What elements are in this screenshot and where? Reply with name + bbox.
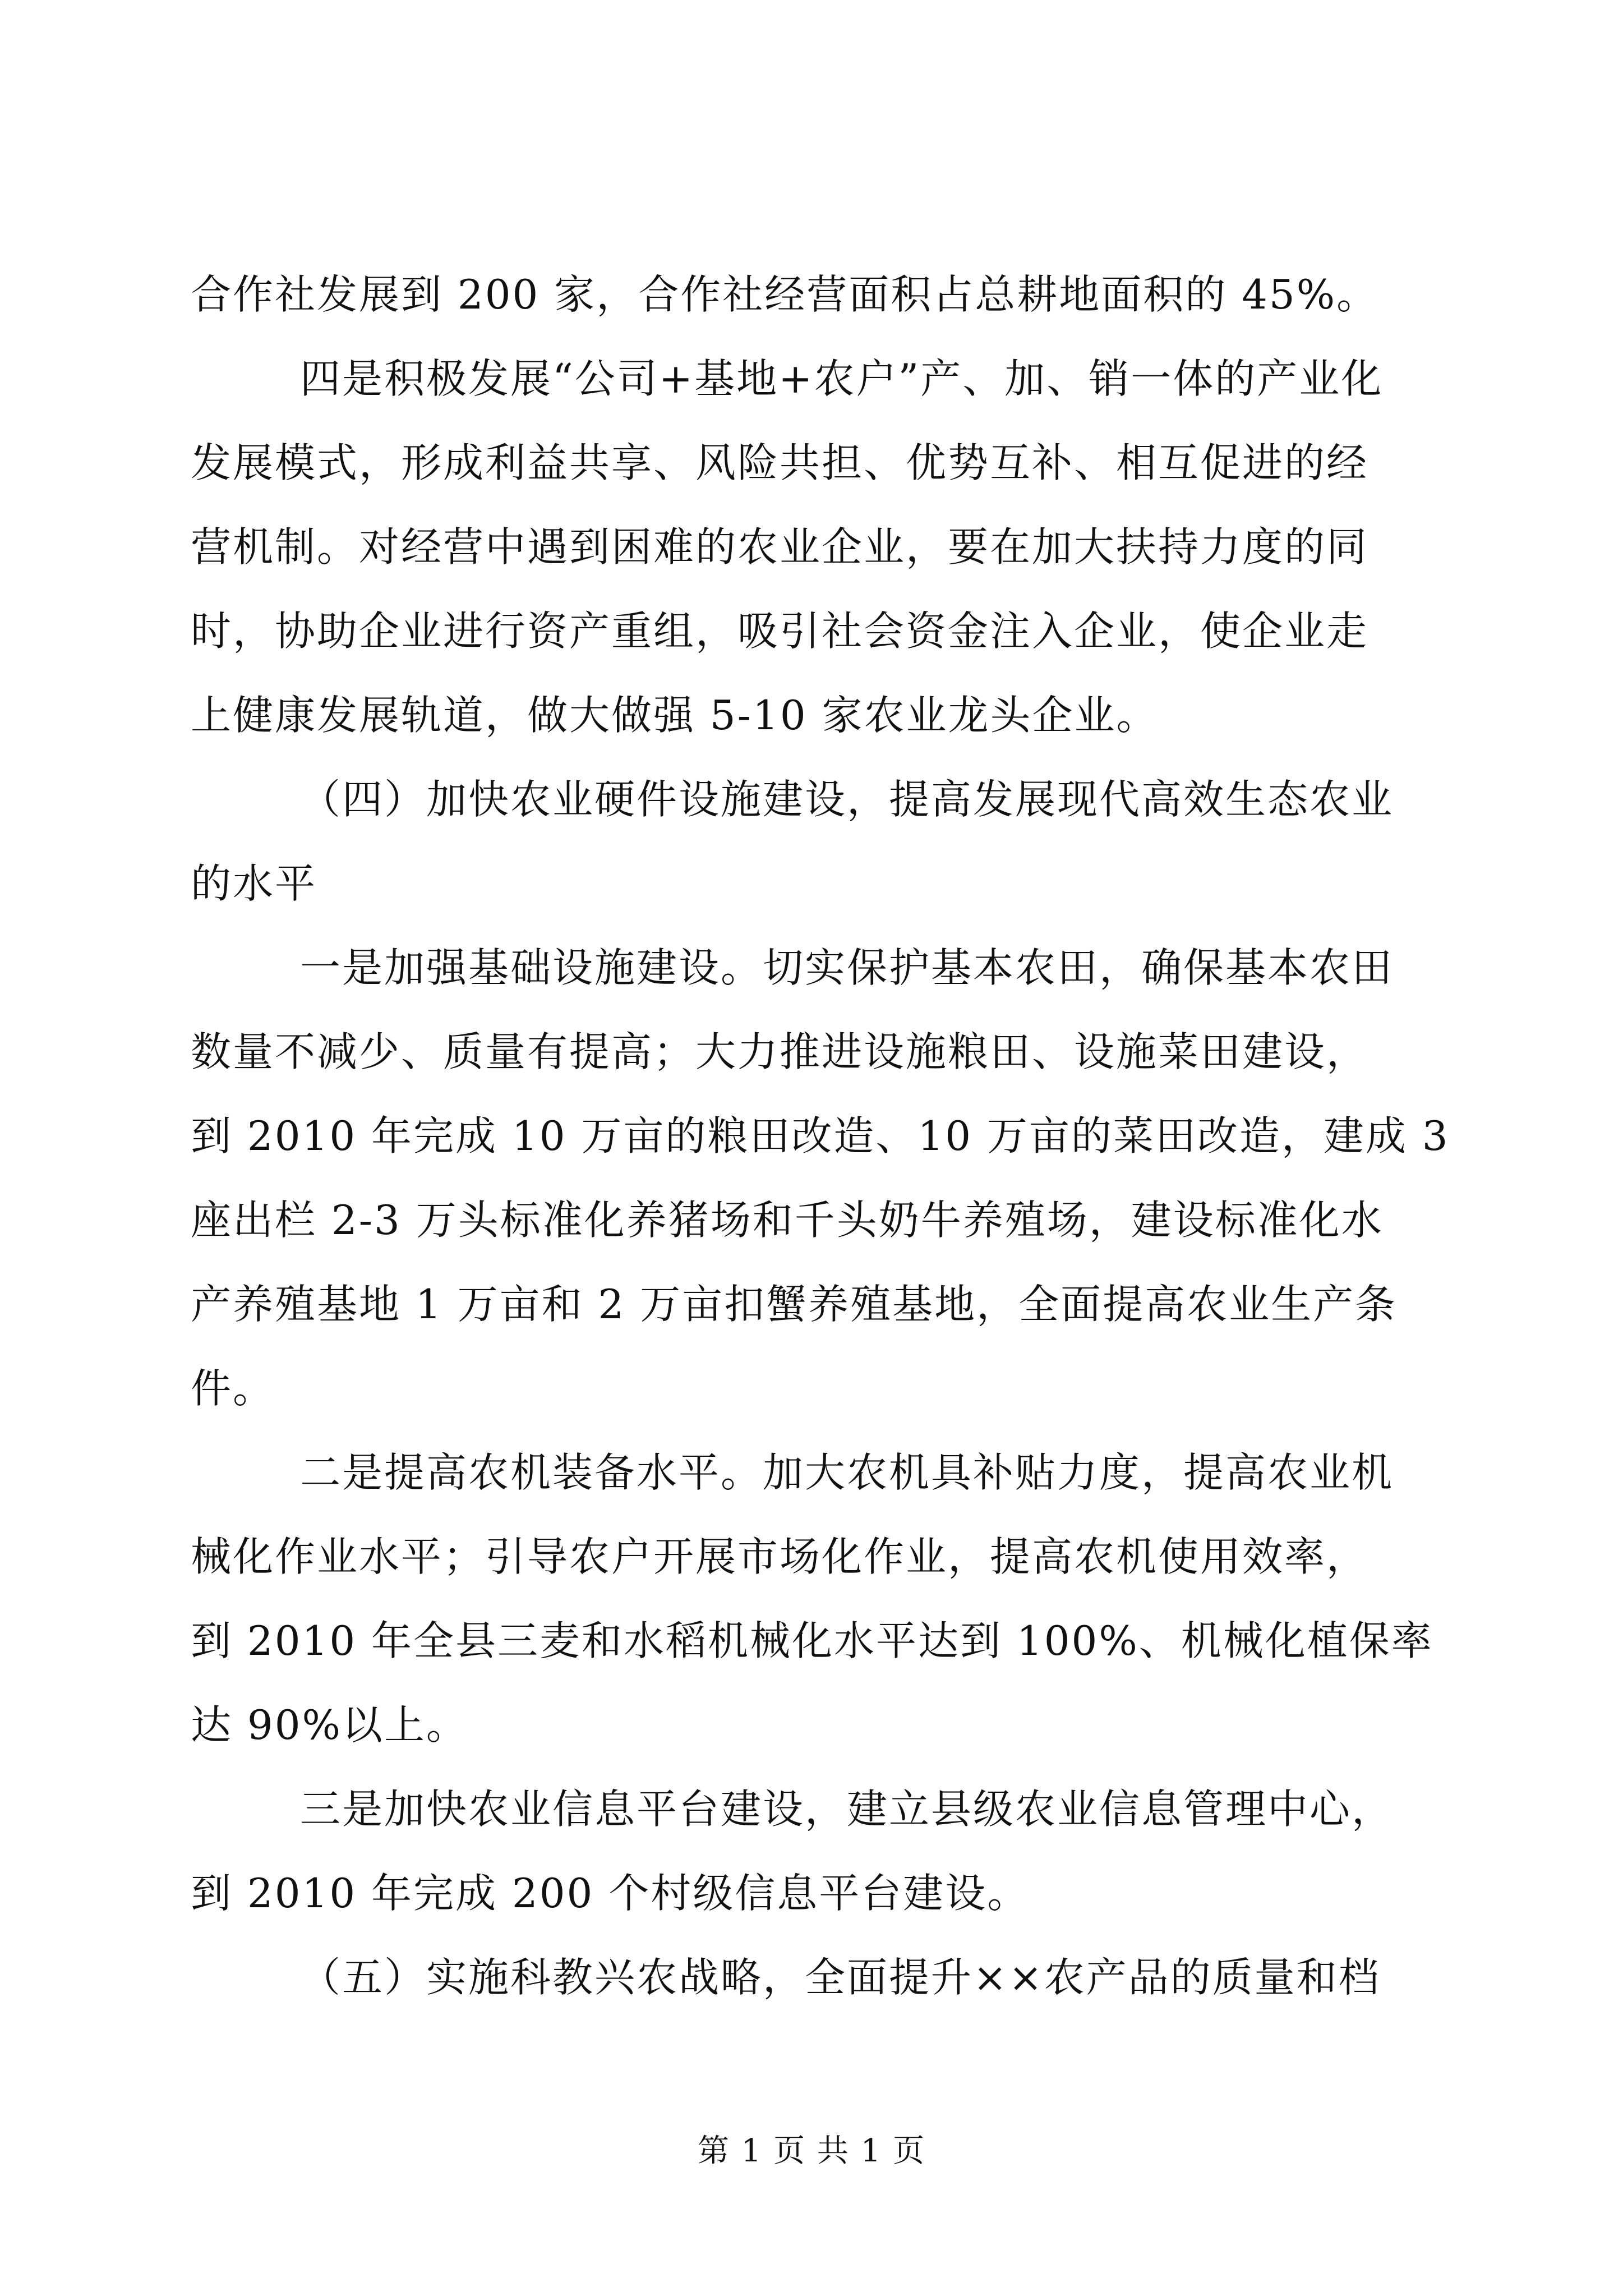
text-line: 合作社发展到 200 家，合作社经营面积占总耕地面积的 45%。 <box>191 271 1379 318</box>
section-heading: （五）实施科教兴农战略，全面提升××农产品的质量和档 <box>300 1954 1381 2001</box>
page-number-label: 第 1 页 共 1 页 <box>697 2133 926 2169</box>
text-line: 械化作业水平；引导农户开展市场化作业，提高农机使用效率， <box>191 1533 1369 1580</box>
page-footer <box>0 2129 1623 2174</box>
text-line: 产养殖基地 1 万亩和 2 万亩扣蟹养殖基地，全面提高农业生产条 <box>191 1281 1398 1328</box>
text-line: 发展模式，形成利益共享、风险共担、优势互补、相互促进的经 <box>191 439 1369 486</box>
text-line: 时，协助企业进行资产重组，吸引社会资金注入企业，使企业走 <box>191 608 1369 655</box>
text-line: 营机制。对经营中遇到困难的农业企业，要在加大扶持力度的同 <box>191 523 1369 570</box>
paragraph-first-line: 四是积极发展“公司+基地+农户”产、加、销一体的产业化 <box>300 355 1384 402</box>
paragraph-first-line: 二是提高农机装备水平。加大农机具补贴力度，提高农业机 <box>300 1449 1394 1496</box>
text-line: 达 90%以上。 <box>191 1701 468 1749</box>
section-heading-cont: 的水平 <box>191 860 317 907</box>
text-line: 到 2010 年完成 10 万亩的粮田改造、10 万亩的菜田改造，建成 3 <box>191 1112 1450 1159</box>
text-line: 数量不减少、质量有提高；大力推进设施粮田、设施菜田建设， <box>191 1028 1369 1075</box>
text-line: 到 2010 年全县三麦和水稻机械化水平达到 100%、机械化植保率 <box>191 1617 1433 1664</box>
text-line: 到 2010 年完成 200 个村级信息平台建设。 <box>191 1870 1030 1917</box>
paragraph-first-line: 三是加快农业信息平台建设，建立县级农业信息管理中心， <box>300 1786 1394 1833</box>
paragraph-first-line: 一是加强基础设施建设。切实保护基本农田，确保基本农田 <box>300 944 1394 991</box>
text-line: 上健康发展轨道，做大做强 5-10 家农业龙头企业。 <box>191 692 1159 739</box>
text-line: 座出栏 2-3 万头标准化养猪场和千头奶牛养殖场，建设标准化水 <box>191 1197 1384 1244</box>
section-heading: （四）加快农业硬件设施建设，提高发展现代高效生态农业 <box>300 776 1394 823</box>
text-line: 件。 <box>191 1365 275 1412</box>
